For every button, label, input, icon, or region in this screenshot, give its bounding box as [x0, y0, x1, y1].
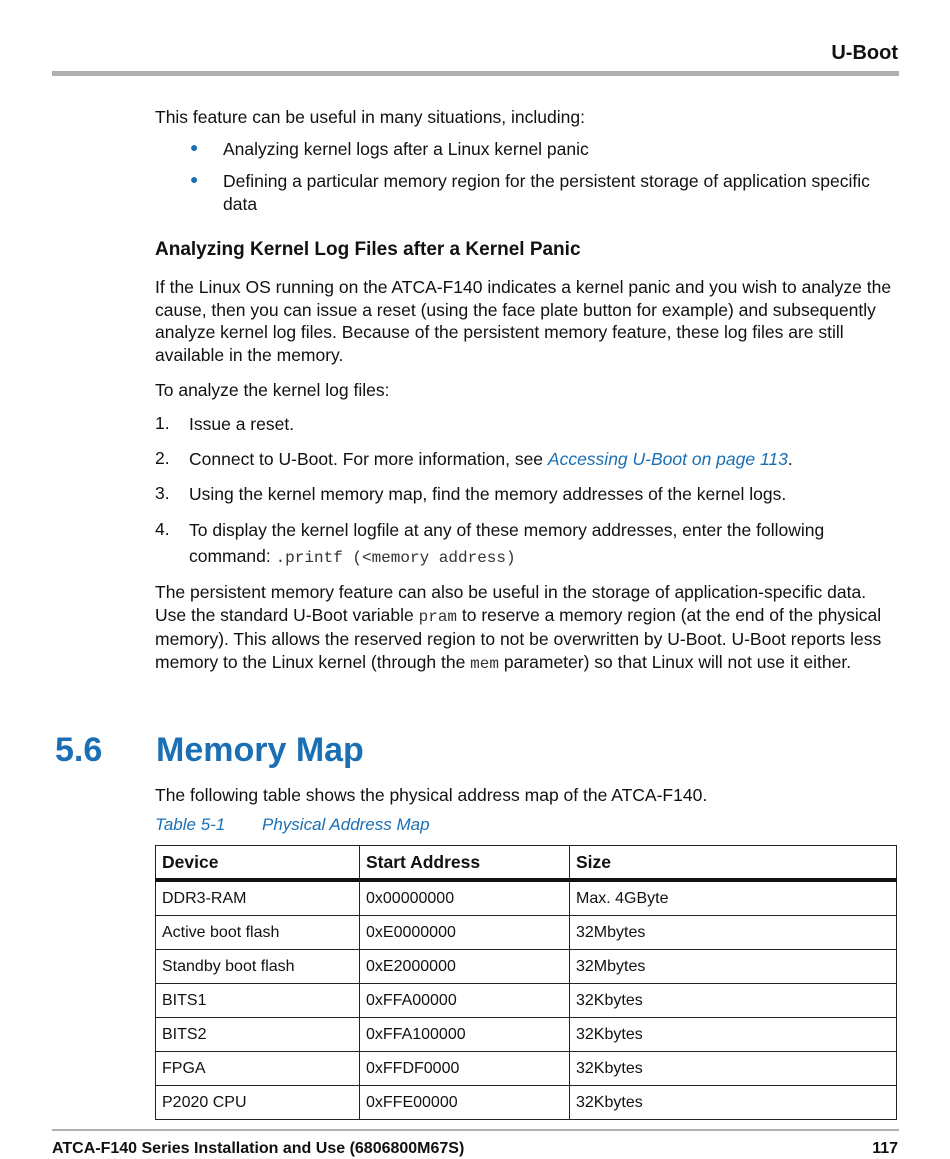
cross-reference-link[interactable]: Accessing U-Boot on page 113 [547, 449, 788, 469]
table-header-row [156, 846, 897, 881]
footer-rule [52, 1129, 899, 1131]
paragraph: To analyze the kernel log files: [155, 380, 390, 400]
bullet-icon: ● [190, 139, 199, 155]
table-row: Standby boot flash 0xE2000000 32Mbytes [156, 950, 897, 984]
table-row: P2020 CPU 0xFFE00000 32Kbytes [156, 1086, 897, 1120]
paragraph: The persistent memory feature can also be useful in the storage of application-specific data. Use the standard U-Boot variable pram to reserve a memory region (at the end of the physical memory). This allows the reserved region to not be overwritten by U-Boot. U-Boot reports less memory to the Linux kernel (through the mem parameter) so that Linux will not use it either. [155, 582, 882, 673]
page-number: 117 [872, 1140, 898, 1157]
subsection-heading: Analyzing Kernel Log Files after a Kernel Panic [155, 239, 581, 260]
running-header-title: U-Boot [831, 42, 898, 64]
column-header: Start Address [360, 846, 570, 881]
table-row: DDR3-RAM 0x00000000 Max. 4GByte [156, 880, 897, 916]
paragraph: If the Linux OS running on the ATCA-F140 indicates a kernel panic and you wish to analyze the cause, then you can issue a reset (using the face plate button for example) and subsequently analyze kernel log files. Because of the persistent memory feature, these log files are still available in the memory. [155, 277, 892, 365]
table-row: FPGA 0xFFDF0000 32Kbytes [156, 1052, 897, 1086]
column-header: Device [156, 846, 360, 881]
code-pram: pram [418, 607, 458, 626]
table-row: BITS2 0xFFA100000 32Kbytes [156, 1018, 897, 1052]
section-intro: The following table shows the physical address map of the ATCA-F140. [155, 785, 708, 805]
table-row: Active boot flash 0xE0000000 32Mbytes [156, 916, 897, 950]
header-rule [52, 71, 899, 76]
table-caption-number: Table 5-1 [155, 815, 226, 834]
footer-document-title: ATCA-F140 Series Installation and Use (6806800M67S) [52, 1140, 465, 1157]
intro-text: This feature can be useful in many situations, including: [155, 107, 585, 127]
physical-address-map-table [155, 845, 897, 1120]
bullet-icon: ● [190, 171, 199, 187]
column-header: Size [570, 846, 897, 881]
code-mem: mem [470, 654, 499, 673]
table-caption-title: Physical Address Map [262, 815, 430, 834]
section-number: 5.6 [55, 731, 103, 769]
code-command: .printf (<memory address) [275, 549, 516, 567]
table-row: BITS1 0xFFA00000 32Kbytes [156, 984, 897, 1018]
section-title: Memory Map [156, 731, 364, 769]
